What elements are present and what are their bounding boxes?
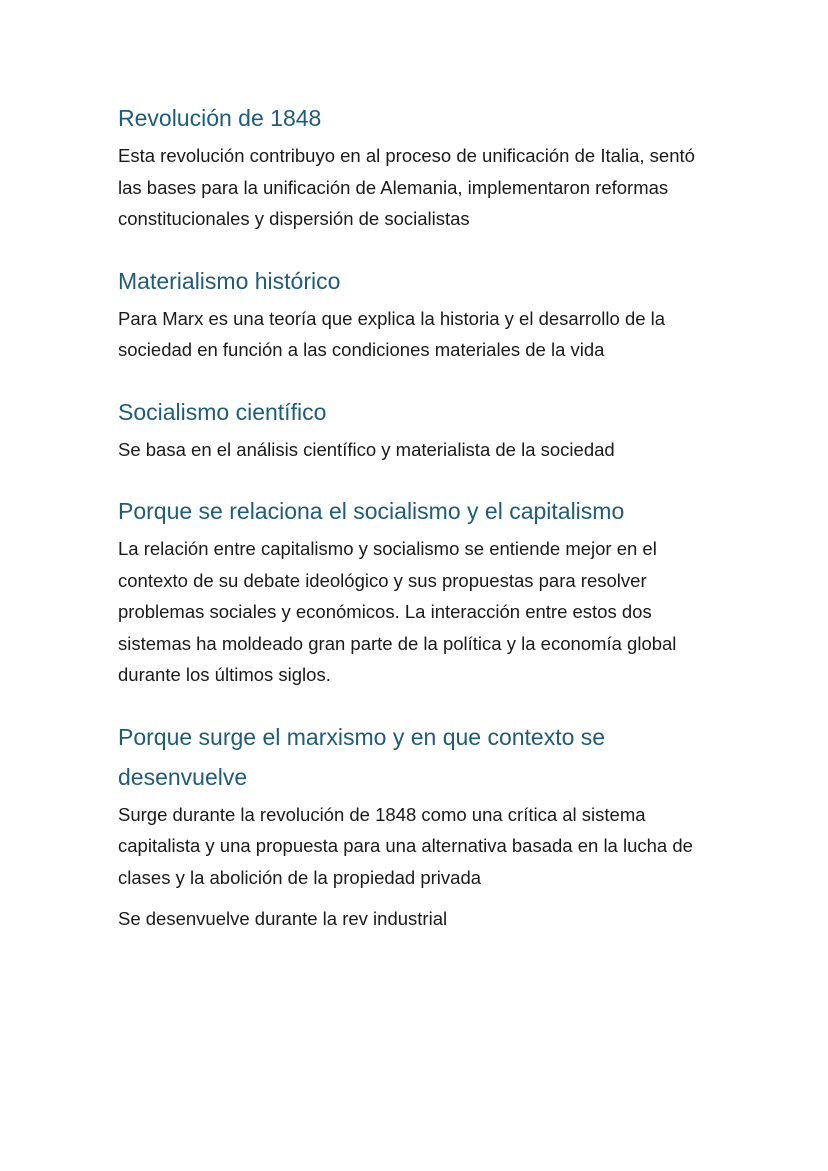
section-socialismo-cientifico	[118, 392, 718, 466]
section-revolucion-1848	[118, 98, 718, 235]
section-heading: Socialismo científico	[118, 398, 327, 425]
section-paragraph: Para Marx es una teoría que explica la historia y el desarrollo de la sociedad en función a las condiciones materiales de la vida	[118, 307, 666, 360]
section-surge-marxismo	[118, 717, 718, 935]
section-socialismo-capitalismo	[118, 491, 718, 691]
section-paragraph: Esta revolución contribuyo en al proceso de unificación de Italia, sentó las bases para la unificación de Alemania, implementaron reformas constitucionales y dispersión de socialistas	[118, 145, 695, 229]
section-paragraph: Se desenvuelve durante la rev industrial	[118, 908, 448, 929]
section-heading: Revolución de 1848	[118, 105, 322, 131]
section-paragraph: Se basa en el análisis científico y materialista de la sociedad	[118, 438, 615, 460]
section-paragraph: Surge durante la revolución de 1848 como una crítica al sistema capitalista y una propuesta para una alternativa basada en la lucha de clases y la abolición de la propiedad privada	[118, 803, 693, 888]
section-heading: Porque surge el marxismo y en que contexto se desenvuelve	[118, 723, 606, 790]
section-heading: Porque se relaciona el socialismo y el capitalismo	[118, 498, 625, 524]
section-heading: Materialismo histórico	[118, 267, 341, 294]
document-page	[118, 98, 718, 961]
section-materialismo-historico	[118, 261, 718, 366]
section-paragraph: La relación entre capitalismo y socialismo se entiende mejor en el contexto de su debate ideológico y sus propuestas para resolver problemas sociales y económicos. La interacción entre estos dos sistemas ha moldeado gran parte de la política y la economía global durante los últimos siglos.	[118, 538, 677, 685]
